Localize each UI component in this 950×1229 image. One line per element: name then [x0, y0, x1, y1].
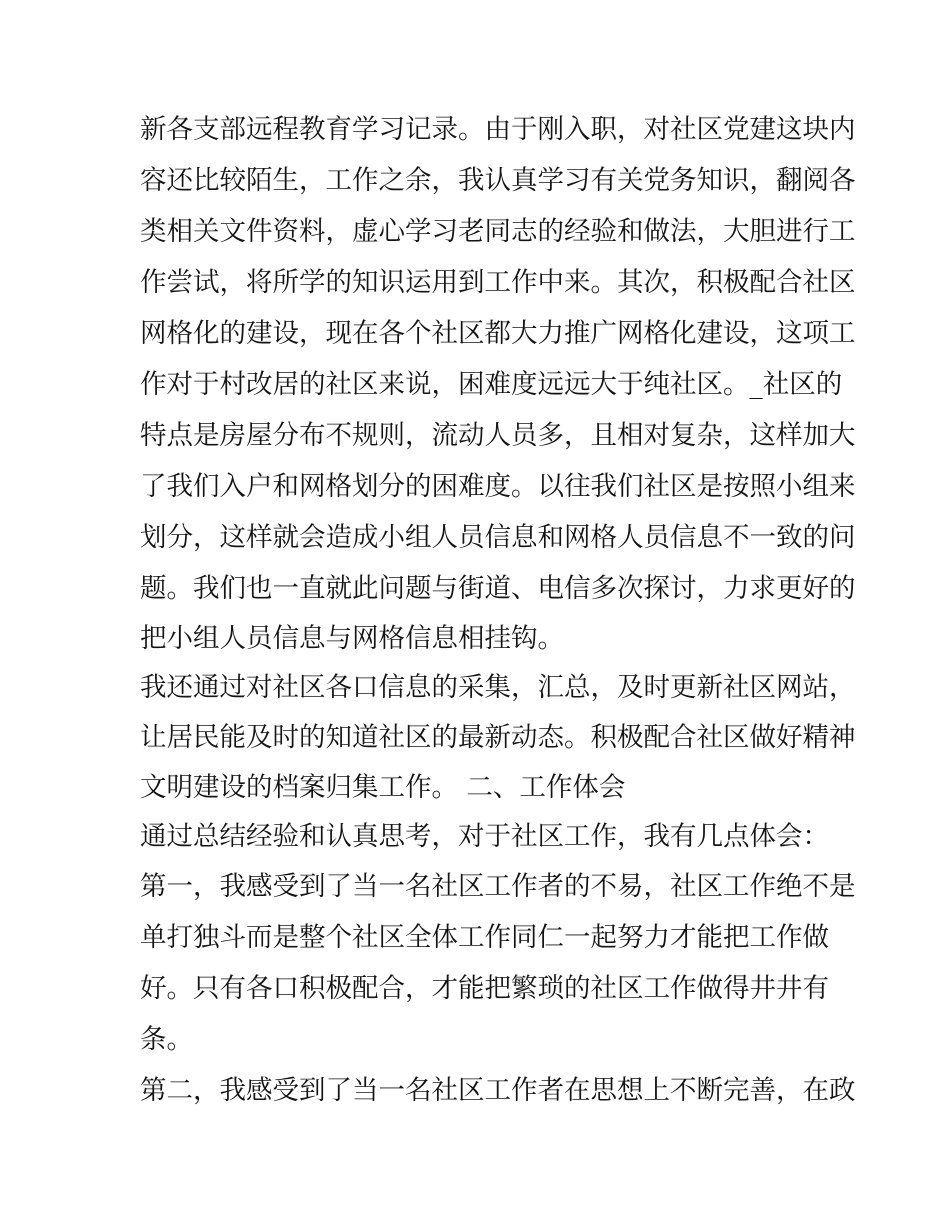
text-line: 我还通过对社区各口信息的采集，汇总，及时更新社区网站， [140, 672, 856, 703]
text-line: 好。只有各口积极配合，才能把繁琐的社区工作做得井井有 [140, 973, 829, 1004]
text-line: 单打独斗而是整个社区全体工作同仁一起努力才能把工作做 [140, 922, 829, 953]
text-line: 第二，我感受到了当一名社区工作者在思想上不断完善，在政 [140, 1075, 856, 1106]
text-line: 新各支部远程教育学习记录。由于刚入职，对社区党建这块内 [140, 114, 856, 145]
text-line: 作尝试，将所学的知识运用到工作中来。其次，积极配合社区 [140, 267, 856, 298]
text-line: 了我们入户和网格划分的困难度。以往我们社区是按照小组来 [140, 471, 856, 502]
text-line: 作对于村改居的社区来说，困难度远远大于纯社区。_社区的 [140, 369, 843, 400]
text-line: 通过总结经验和认真思考，对于社区工作，我有几点体会： [140, 821, 829, 852]
text-line: 文明建设的档案归集工作。 二、工作体会 [140, 772, 626, 803]
text-line: 容还比较陌生，工作之余，我认真学习有关党务知识，翻阅各 [140, 165, 856, 196]
text-line: 把小组人员信息与网格信息相挂钩。 [140, 623, 564, 654]
text-line: 条。 [140, 1024, 193, 1055]
text-line: 类相关文件资料，虚心学习老同志的经验和做法，大胆进行工 [140, 216, 856, 247]
text-line: 特点是房屋分布不规则，流动人员多，且相对复杂，这样加大 [140, 420, 856, 451]
text-line: 第一，我感受到了当一名社区工作者的不易，社区工作绝不是 [140, 871, 856, 902]
text-line: 网格化的建设，现在各个社区都大力推广网格化建设，这项工 [140, 318, 856, 349]
text-line: 题。我们也一直就此问题与街道、电信多次探讨，力求更好的 [140, 573, 856, 604]
text-line: 让居民能及时的知道社区的最新动态。积极配合社区做好精神 [140, 722, 856, 753]
text-line: 划分，这样就会造成小组人员信息和网格人员信息不一致的问 [140, 522, 856, 553]
